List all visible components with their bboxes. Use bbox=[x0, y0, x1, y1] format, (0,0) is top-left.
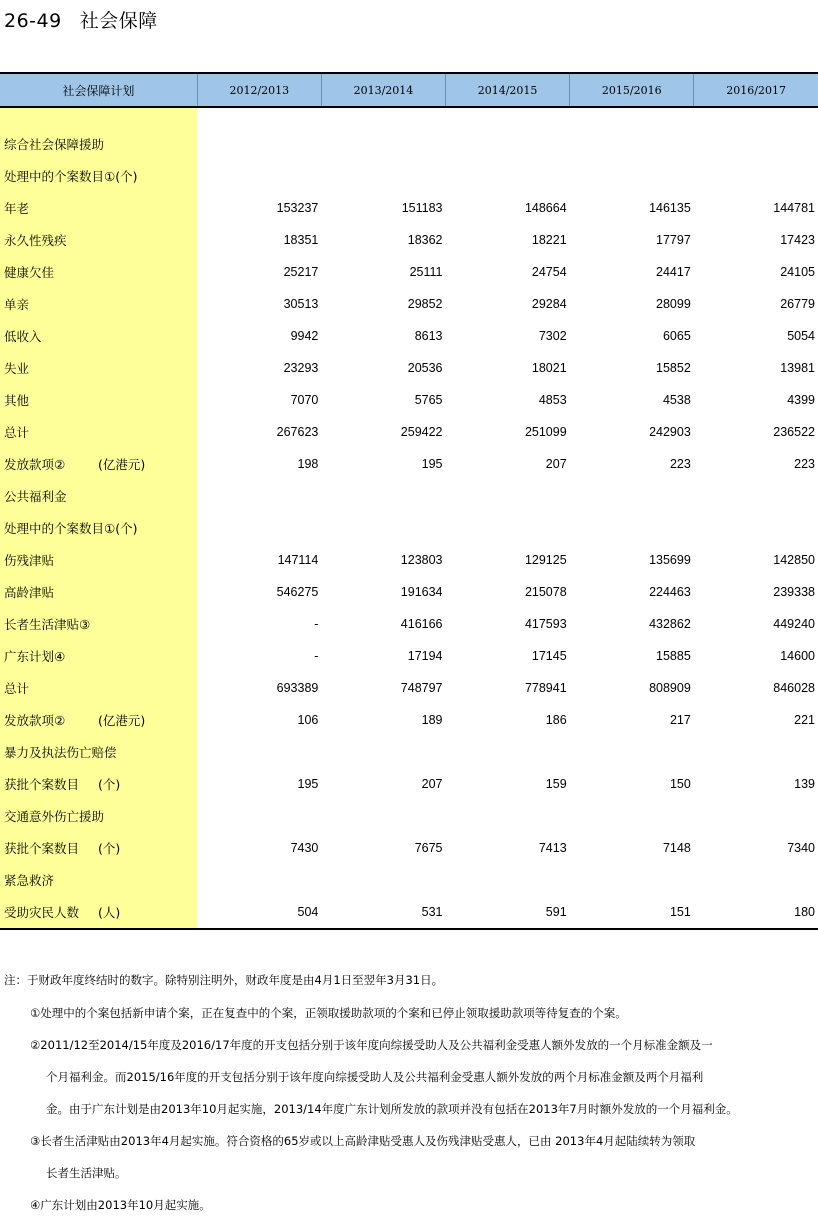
table-row bbox=[0, 192, 818, 224]
row-label-text: 失业 bbox=[4, 361, 30, 376]
cell-value bbox=[197, 864, 321, 896]
row-label bbox=[0, 544, 197, 576]
cell-value: 239338 bbox=[773, 585, 815, 599]
row-label-text: 广东计划④ bbox=[4, 649, 66, 664]
cell-value bbox=[570, 864, 694, 896]
row-label-text: 发放款项② bbox=[4, 713, 66, 728]
cell-value bbox=[197, 512, 321, 544]
row-label-text: 长者生活津贴③ bbox=[4, 617, 91, 632]
row-label-text: 健康欠佳 bbox=[4, 265, 55, 280]
cell-value: 25217 bbox=[283, 265, 319, 279]
cell-value: 18021 bbox=[531, 361, 567, 375]
table-row bbox=[0, 832, 818, 864]
cell-value bbox=[570, 128, 694, 160]
table-header-row bbox=[0, 73, 818, 107]
row-label bbox=[0, 704, 197, 736]
row-label-text: 低收入 bbox=[4, 329, 42, 344]
table-title: 社会保障 bbox=[79, 10, 158, 32]
table-row bbox=[0, 896, 818, 929]
row-label-text: 年老 bbox=[4, 201, 30, 216]
cell-value: 808909 bbox=[649, 681, 691, 695]
cell-value: 24105 bbox=[780, 265, 815, 279]
cell-value: 224463 bbox=[649, 585, 691, 599]
cell-value: 7413 bbox=[538, 841, 567, 855]
cell-value: 207 bbox=[545, 457, 567, 471]
table-row bbox=[0, 160, 818, 192]
row-label bbox=[0, 224, 197, 256]
cell-value: 26779 bbox=[780, 297, 815, 311]
table-row bbox=[0, 256, 818, 288]
cell-value: 17797 bbox=[656, 233, 691, 247]
cell-value: 142850 bbox=[773, 553, 815, 567]
footnote: 注：于财政年度终结时的数字。除特别注明外，财政年度是由4月1日至翌年3月31日。 bbox=[4, 973, 444, 987]
row-label bbox=[0, 576, 197, 608]
cell-value: 846028 bbox=[773, 681, 815, 695]
cell-value bbox=[321, 480, 445, 512]
cell-value: 159 bbox=[545, 777, 567, 791]
page-title bbox=[4, 6, 158, 33]
cell-value: 148664 bbox=[524, 201, 567, 215]
row-label bbox=[0, 480, 197, 512]
table-row bbox=[0, 576, 818, 608]
cell-value bbox=[321, 736, 445, 768]
cell-value: 251099 bbox=[524, 425, 567, 439]
row-label-text: 处理中的个案数目①(个) bbox=[4, 169, 138, 184]
table-row bbox=[0, 320, 818, 352]
cell-value: 416166 bbox=[400, 617, 443, 631]
row-label-text: 高龄津贴 bbox=[4, 585, 55, 600]
footnote: 个月福利金。而2015/16年度的开支包括分别于该年度向综援受助人及公共福利金受惠人额外发放的两个月标准金额及两个月福利 bbox=[46, 1070, 704, 1084]
cell-value: 25111 bbox=[409, 265, 443, 279]
cell-value: 9942 bbox=[290, 329, 319, 343]
row-label bbox=[0, 128, 197, 160]
row-label bbox=[0, 160, 197, 192]
cell-value bbox=[321, 128, 445, 160]
table-row bbox=[0, 768, 818, 800]
cell-value bbox=[321, 512, 445, 544]
cell-value: 17194 bbox=[407, 649, 443, 663]
cell-value: 223 bbox=[794, 457, 815, 471]
row-label bbox=[0, 640, 197, 672]
footnote: ③长者生活津贴由2013年4月起实施。符合资格的65岁或以上高龄津贴受惠人及伤残津贴受惠人，已由 2013年4月起陆续转为领取 bbox=[30, 1134, 696, 1148]
row-label bbox=[0, 448, 197, 480]
cell-value bbox=[694, 736, 818, 768]
cell-value bbox=[446, 160, 570, 192]
cell-value: 30513 bbox=[283, 297, 319, 311]
cell-value: 180 bbox=[694, 896, 818, 929]
cell-value bbox=[694, 128, 818, 160]
cell-value: 195 bbox=[297, 777, 319, 791]
row-label bbox=[0, 800, 197, 832]
row-unit: (个) bbox=[98, 777, 121, 792]
cell-value: 5054 bbox=[787, 329, 815, 343]
row-label-text: 单亲 bbox=[4, 297, 30, 312]
row-label-text: 获批个案数目 bbox=[4, 777, 80, 792]
cell-value: 4853 bbox=[538, 393, 567, 407]
cell-value bbox=[446, 480, 570, 512]
cell-value: 147114 bbox=[277, 553, 319, 567]
table-row bbox=[0, 128, 818, 160]
cell-value: 186 bbox=[545, 713, 567, 727]
table-row bbox=[0, 608, 818, 640]
cell-value bbox=[446, 800, 570, 832]
cell-value bbox=[694, 864, 818, 896]
cell-value bbox=[446, 512, 570, 544]
row-label-text: 受助灾民人数 bbox=[4, 905, 80, 920]
table-row bbox=[0, 352, 818, 384]
row-label-text: 紧急救济 bbox=[4, 873, 55, 888]
cell-value: 123803 bbox=[400, 553, 443, 567]
footnote: ②2011/12至2014/15年度及2016/17年度的开支包括分别于该年度向综援受助人及公共福利金受惠人额外发放的一个月标准金额及一 bbox=[30, 1038, 713, 1052]
cell-value: 207 bbox=[421, 777, 443, 791]
cell-value: 17423 bbox=[780, 233, 815, 247]
cell-value: 150 bbox=[669, 777, 691, 791]
table-row bbox=[0, 800, 818, 832]
cell-value: 7302 bbox=[538, 329, 567, 343]
cell-value: 17145 bbox=[531, 649, 567, 663]
cell-value: 129125 bbox=[524, 553, 567, 567]
cell-value: 144781 bbox=[773, 201, 815, 215]
row-label-text: 处理中的个案数目①(个) bbox=[4, 521, 138, 536]
table-row bbox=[0, 224, 818, 256]
row-unit: (人) bbox=[98, 905, 121, 920]
row-label bbox=[0, 416, 197, 448]
cell-value: 236522 bbox=[773, 425, 815, 439]
row-label bbox=[0, 352, 197, 384]
cell-value: - bbox=[314, 617, 319, 631]
cell-value: 29284 bbox=[531, 297, 567, 311]
row-label bbox=[0, 192, 197, 224]
cell-value: 29852 bbox=[407, 297, 443, 311]
row-label-text: 综合社会保障援助 bbox=[4, 137, 105, 152]
cell-value: 189 bbox=[421, 713, 443, 727]
cell-value: 14600 bbox=[780, 649, 815, 663]
row-label-text: 总计 bbox=[4, 425, 30, 440]
table-row bbox=[0, 512, 818, 544]
cell-value bbox=[197, 800, 321, 832]
row-label-text: 伤残津贴 bbox=[4, 553, 55, 568]
cell-value: 24754 bbox=[531, 265, 567, 279]
row-label-text: 获批个案数目 bbox=[4, 841, 80, 856]
row-label-text: 交通意外伤亡援助 bbox=[4, 809, 105, 824]
cell-value bbox=[694, 480, 818, 512]
row-label bbox=[0, 768, 197, 800]
cell-value: 504 bbox=[197, 896, 321, 929]
cell-value: 28099 bbox=[656, 297, 691, 311]
cell-value: 449240 bbox=[773, 617, 815, 631]
row-label-text: 发放款项② bbox=[4, 457, 66, 472]
footnote: 长者生活津贴。 bbox=[46, 1166, 127, 1180]
cell-value: 18221 bbox=[531, 233, 567, 247]
cell-value bbox=[446, 864, 570, 896]
cell-value: 191634 bbox=[400, 585, 443, 599]
table-row bbox=[0, 672, 818, 704]
table-row bbox=[0, 544, 818, 576]
cell-value: 195 bbox=[421, 457, 443, 471]
cell-value: 135699 bbox=[649, 553, 691, 567]
table-row bbox=[0, 480, 818, 512]
cell-value bbox=[446, 736, 570, 768]
cell-value: 24417 bbox=[656, 265, 691, 279]
row-label bbox=[0, 864, 197, 896]
row-unit: (亿港元) bbox=[98, 457, 146, 472]
cell-value: 7675 bbox=[414, 841, 443, 855]
row-label bbox=[0, 736, 197, 768]
footnote: 金。由于广东计划是由2013年10月起实施，2013/14年度广东计划所发放的款项并没有包括在2013年7月时额外发放的一个月福利金。 bbox=[46, 1102, 738, 1116]
cell-value bbox=[570, 800, 694, 832]
cell-value: 153237 bbox=[276, 201, 319, 215]
cell-value: 591 bbox=[446, 896, 570, 929]
cell-value bbox=[694, 512, 818, 544]
cell-value: 4538 bbox=[662, 393, 691, 407]
cell-value: 18351 bbox=[283, 233, 319, 247]
cell-value: - bbox=[314, 649, 319, 663]
cell-value bbox=[694, 800, 818, 832]
cell-value: 13981 bbox=[780, 361, 815, 375]
table-body bbox=[0, 107, 818, 929]
cell-value: 215078 bbox=[524, 585, 567, 599]
table-row bbox=[0, 736, 818, 768]
cell-value bbox=[321, 800, 445, 832]
social-security-table bbox=[0, 72, 818, 930]
cell-value: 7430 bbox=[290, 841, 319, 855]
row-unit: (个) bbox=[98, 841, 121, 856]
cell-value bbox=[694, 160, 818, 192]
cell-value: 5765 bbox=[414, 393, 443, 407]
header-program: 社会保障计划 bbox=[0, 73, 197, 107]
cell-value: 106 bbox=[297, 713, 319, 727]
header-year: 2016/2017 bbox=[694, 73, 818, 107]
cell-value: 221 bbox=[794, 713, 815, 727]
cell-value: 267623 bbox=[276, 425, 319, 439]
row-label-text: 永久性残疾 bbox=[4, 233, 67, 248]
row-label bbox=[0, 896, 197, 929]
cell-value: 139 bbox=[794, 777, 815, 791]
cell-value bbox=[197, 160, 321, 192]
cell-value: 18362 bbox=[407, 233, 443, 247]
cell-value: 217 bbox=[669, 713, 691, 727]
table-row bbox=[0, 640, 818, 672]
cell-value bbox=[197, 736, 321, 768]
cell-value bbox=[197, 128, 321, 160]
header-year: 2014/2015 bbox=[446, 73, 570, 107]
cell-value: 531 bbox=[321, 896, 445, 929]
row-label-text: 其他 bbox=[4, 393, 30, 408]
footnote: ④广东计划由2013年10月起实施。 bbox=[30, 1198, 211, 1212]
cell-value: 432862 bbox=[649, 617, 691, 631]
cell-value: 7070 bbox=[290, 393, 319, 407]
row-label bbox=[0, 608, 197, 640]
cell-value: 4399 bbox=[787, 393, 815, 407]
cell-value: 546275 bbox=[276, 585, 319, 599]
cell-value: 23293 bbox=[283, 361, 319, 375]
cell-value: 15885 bbox=[656, 649, 691, 663]
cell-value: 151 bbox=[570, 896, 694, 929]
row-label-text: 暴力及执法伤亡赔偿 bbox=[4, 745, 117, 760]
cell-value: 693389 bbox=[276, 681, 319, 695]
header-year: 2012/2013 bbox=[197, 73, 321, 107]
header-year: 2013/2014 bbox=[321, 73, 445, 107]
table-row bbox=[0, 704, 818, 736]
row-label-text: 公共福利金 bbox=[4, 489, 67, 504]
cell-value: 20536 bbox=[407, 361, 443, 375]
cell-value bbox=[570, 736, 694, 768]
cell-value: 6065 bbox=[662, 329, 691, 343]
cell-value: 7340 bbox=[787, 841, 815, 855]
cell-value bbox=[570, 512, 694, 544]
header-year: 2015/2016 bbox=[570, 73, 694, 107]
cell-value: 417593 bbox=[524, 617, 567, 631]
cell-value: 15852 bbox=[656, 361, 691, 375]
table-row bbox=[0, 288, 818, 320]
row-label bbox=[0, 256, 197, 288]
cell-value bbox=[570, 160, 694, 192]
cell-value bbox=[321, 160, 445, 192]
row-unit: (亿港元) bbox=[98, 713, 146, 728]
row-label bbox=[0, 512, 197, 544]
row-label bbox=[0, 320, 197, 352]
cell-value bbox=[446, 128, 570, 160]
table-code: 26-49 bbox=[4, 10, 62, 32]
table-row bbox=[0, 416, 818, 448]
cell-value: 259422 bbox=[400, 425, 443, 439]
cell-value: 8613 bbox=[414, 329, 443, 343]
cell-value: 151183 bbox=[401, 201, 443, 215]
cell-value: 242903 bbox=[649, 425, 691, 439]
cell-value: 7148 bbox=[662, 841, 691, 855]
row-label bbox=[0, 832, 197, 864]
table-row bbox=[0, 448, 818, 480]
footnote: ①处理中的个案包括新申请个案，正在复查中的个案，正领取援助款项的个案和已停止领取援助款项等待复查的个案。 bbox=[30, 1006, 627, 1020]
row-label bbox=[0, 384, 197, 416]
cell-value: 146135 bbox=[649, 201, 691, 215]
cell-value bbox=[321, 864, 445, 896]
spacer-row bbox=[0, 107, 818, 128]
cell-value: 198 bbox=[297, 457, 319, 471]
cell-value bbox=[570, 480, 694, 512]
cell-value: 748797 bbox=[400, 681, 443, 695]
cell-value bbox=[197, 480, 321, 512]
table-row bbox=[0, 864, 818, 896]
cell-value: 778941 bbox=[524, 681, 567, 695]
table-row bbox=[0, 384, 818, 416]
row-label bbox=[0, 288, 197, 320]
cell-value: 223 bbox=[669, 457, 691, 471]
row-label-text: 总计 bbox=[4, 681, 30, 696]
row-label bbox=[0, 672, 197, 704]
